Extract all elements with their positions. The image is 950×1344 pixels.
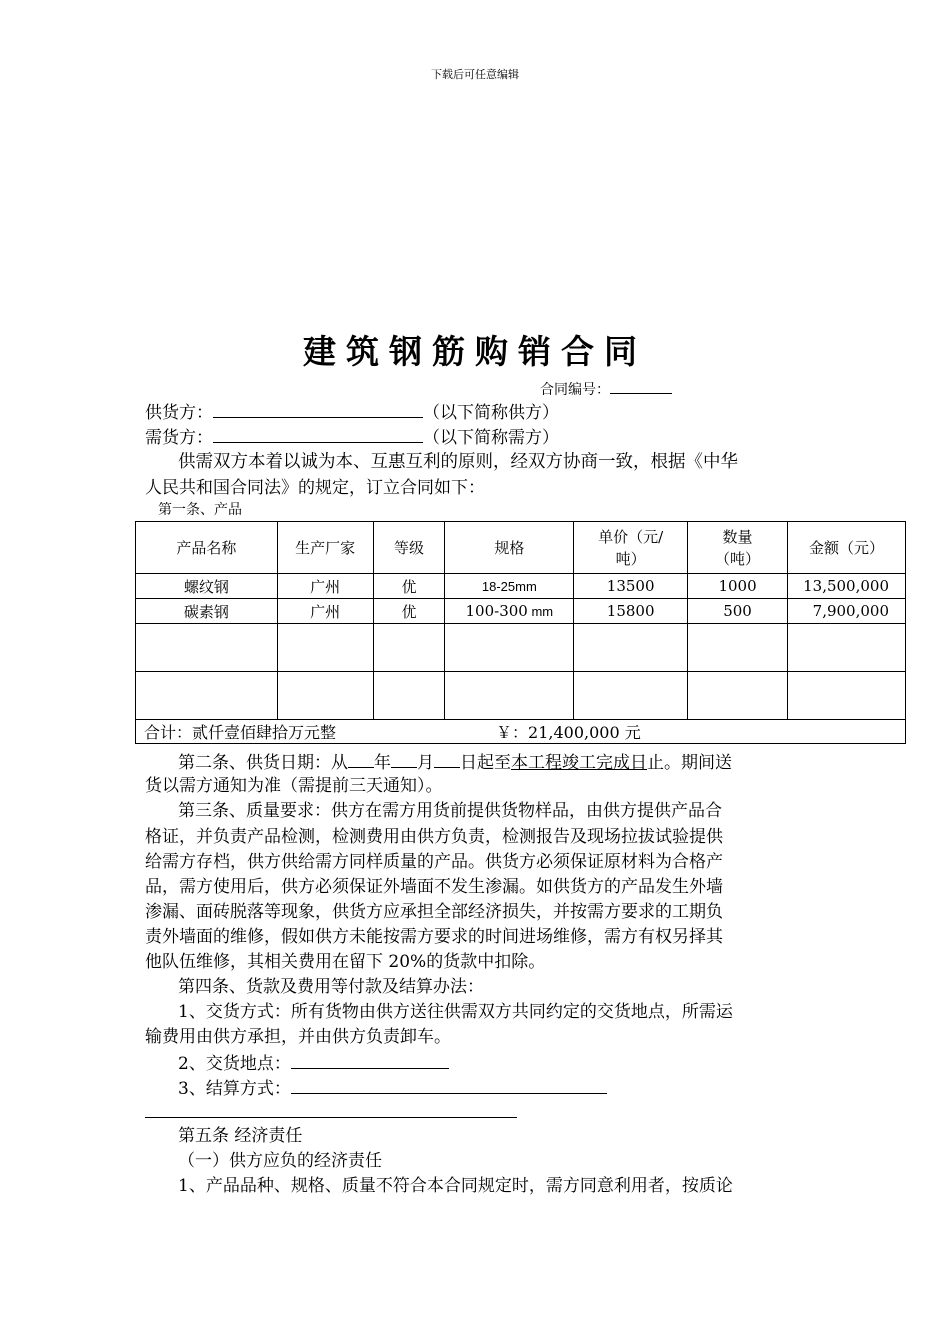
article-4-item-2 (178, 1050, 449, 1077)
buyer-line (145, 424, 559, 451)
header-quantity-line2: （吨） (715, 549, 761, 568)
cell-empty[interactable] (373, 672, 445, 720)
article-2-line-2: 货以需方通知为准（需提前三天通知）。 (145, 776, 443, 796)
header-spec: 规格 (445, 522, 574, 574)
settlement-method-blank[interactable] (291, 1075, 607, 1094)
cell-empty[interactable] (373, 624, 445, 672)
cell-empty[interactable] (688, 624, 788, 672)
cell-empty[interactable] (787, 624, 905, 672)
article-3-line-3: 给需方存档，供方供给需方同样质量的产品。供货方必须保证原材料为合格产 (145, 852, 723, 872)
cell-empty[interactable] (688, 672, 788, 720)
delivery-location-blank[interactable] (291, 1050, 449, 1069)
header-product-name: 产品名称 (136, 522, 278, 574)
month-blank[interactable] (391, 749, 417, 768)
cell-grade: 优 (373, 574, 445, 599)
cell-empty[interactable] (136, 624, 278, 672)
cell-spec (445, 599, 574, 624)
cell-empty[interactable] (574, 624, 688, 672)
article-3-line-5: 渗漏、面砖脱落等现象，供货方应承担全部经济损失，并按需方要求的工期负 (145, 902, 723, 922)
header-quantity (688, 522, 788, 574)
header-manufacturer: 生产厂家 (277, 522, 373, 574)
article-4-item-3 (178, 1075, 607, 1102)
buyer-blank[interactable] (213, 424, 423, 443)
article-3-line-1: 第三条、质量要求：供方在需方用货前提供货物样品，由供方提供产品合 (178, 801, 722, 821)
article-3-line-2: 格证，并负责产品检测，检测费用由供方负责，检测报告及现场拉拔试验提供 (145, 827, 723, 847)
cell-empty[interactable] (136, 672, 278, 720)
cell-spec: 18-25mm (445, 574, 574, 599)
cell-grade: 优 (373, 599, 445, 624)
table-total-row (136, 720, 906, 744)
article-2-end-date: 本工程竣工完成日 (511, 753, 647, 773)
cell-empty[interactable] (787, 672, 905, 720)
supplier-blank[interactable] (213, 399, 423, 418)
cell-spec-range: 100-300 (465, 602, 528, 620)
cell-manufacturer: 广州 (277, 574, 373, 599)
article-2-year: 年 (374, 753, 391, 773)
cell-unit-price: 13500 (574, 574, 688, 599)
table-header-row (136, 522, 906, 574)
supplier-suffix: （以下简称供方） (423, 403, 559, 423)
article-4-item-1b: 输费用由供方承担，并由供方负责卸车。 (145, 1027, 451, 1047)
article-5-sub-1: （一）供方应负的经济责任 (178, 1151, 382, 1171)
cell-quantity: 500 (688, 599, 788, 624)
year-blank[interactable] (348, 749, 374, 768)
cell-amount: 13,500,000 (787, 574, 905, 599)
buyer-suffix: （以下简称需方） (423, 428, 559, 448)
settlement-continuation-line[interactable] (145, 1117, 517, 1118)
intro-line-1: 供需双方本着以诚为本、互惠互利的原则，经双方协商一致，根据《中华 (178, 452, 738, 472)
cell-manufacturer: 广州 (277, 599, 373, 624)
contract-number-blank[interactable] (610, 375, 672, 394)
cell-empty[interactable] (277, 624, 373, 672)
settlement-method-label: 3、结算方式： (178, 1079, 291, 1099)
article-5-item-1: 1、产品品种、规格、质量不符合本合同规定时，需方同意利用者，按质论 (178, 1176, 733, 1196)
header-unit-price (574, 522, 688, 574)
article-4-heading: 第四条、货款及费用等付款及结算办法： (178, 977, 484, 997)
article-2-tail: 止。期间送 (647, 753, 732, 773)
total-amount: ￥：21,400,000 元 (496, 723, 641, 742)
day-blank[interactable] (434, 749, 460, 768)
header-unit-price-line2: 吨） (615, 549, 646, 568)
article-3-line-6: 责外墙面的维修，假如供方未能按需方要求的时间进场维修，需方有权另择其 (145, 927, 723, 947)
total-label: 合计：贰仟壹佰肆拾万元整 (144, 723, 337, 742)
buyer-label: 需货方： (145, 428, 213, 448)
supplier-line (145, 399, 559, 426)
intro-line-2: 人民共和国合同法》的规定，订立合同如下： (145, 478, 485, 498)
article-2-day: 日起至 (460, 753, 511, 773)
article-2-intro: 第二条、供货日期：从 (178, 753, 348, 773)
table-row-empty (136, 672, 906, 720)
header-quantity-line1: 数量 (722, 527, 753, 546)
table-row (136, 599, 906, 624)
header-grade: 等级 (373, 522, 445, 574)
cell-quantity: 1000 (688, 574, 788, 599)
table-row-empty (136, 624, 906, 672)
header-amount: 金额（元） (787, 522, 905, 574)
article-3-line-7: 他队伍维修，其相关费用在留下 20%的货款中扣除。 (145, 952, 546, 972)
header-unit-price-line1: 单价（元/ (598, 527, 664, 546)
article-5-heading: 第五条 经济责任 (178, 1126, 303, 1146)
total-cell (136, 720, 906, 744)
supplier-label: 供货方： (145, 403, 213, 423)
cell-empty[interactable] (445, 624, 574, 672)
article-3-line-4: 品，需方使用后，供方必须保证外墙面不发生渗漏。如供货方的产品发生外墙 (145, 877, 723, 897)
cell-product-name: 螺纹钢 (136, 574, 278, 599)
article-4-item-1a: 1、交货方式：所有货物由供方送往供需双方共同约定的交货地点，所需运 (178, 1002, 733, 1022)
delivery-location-label: 2、交货地点： (178, 1054, 291, 1074)
table-row (136, 574, 906, 599)
article-2-line-1 (178, 749, 732, 776)
cell-empty[interactable] (445, 672, 574, 720)
cell-amount: 7,900,000 (787, 599, 905, 624)
cell-empty[interactable] (574, 672, 688, 720)
cell-unit-price: 15800 (574, 599, 688, 624)
document-title: 建筑钢筋购销合同 (303, 332, 647, 371)
article-1-heading: 第一条、产品 (158, 502, 242, 518)
product-table (135, 521, 906, 744)
contract-number-label: 合同编号： (540, 382, 610, 398)
cell-product-name: 碳素钢 (136, 599, 278, 624)
cell-spec-unit: mm (527, 604, 554, 619)
contract-number-line (540, 375, 672, 403)
cell-empty[interactable] (277, 672, 373, 720)
article-2-month: 月 (417, 753, 434, 773)
header-note: 下载后可任意编辑 (431, 68, 519, 81)
